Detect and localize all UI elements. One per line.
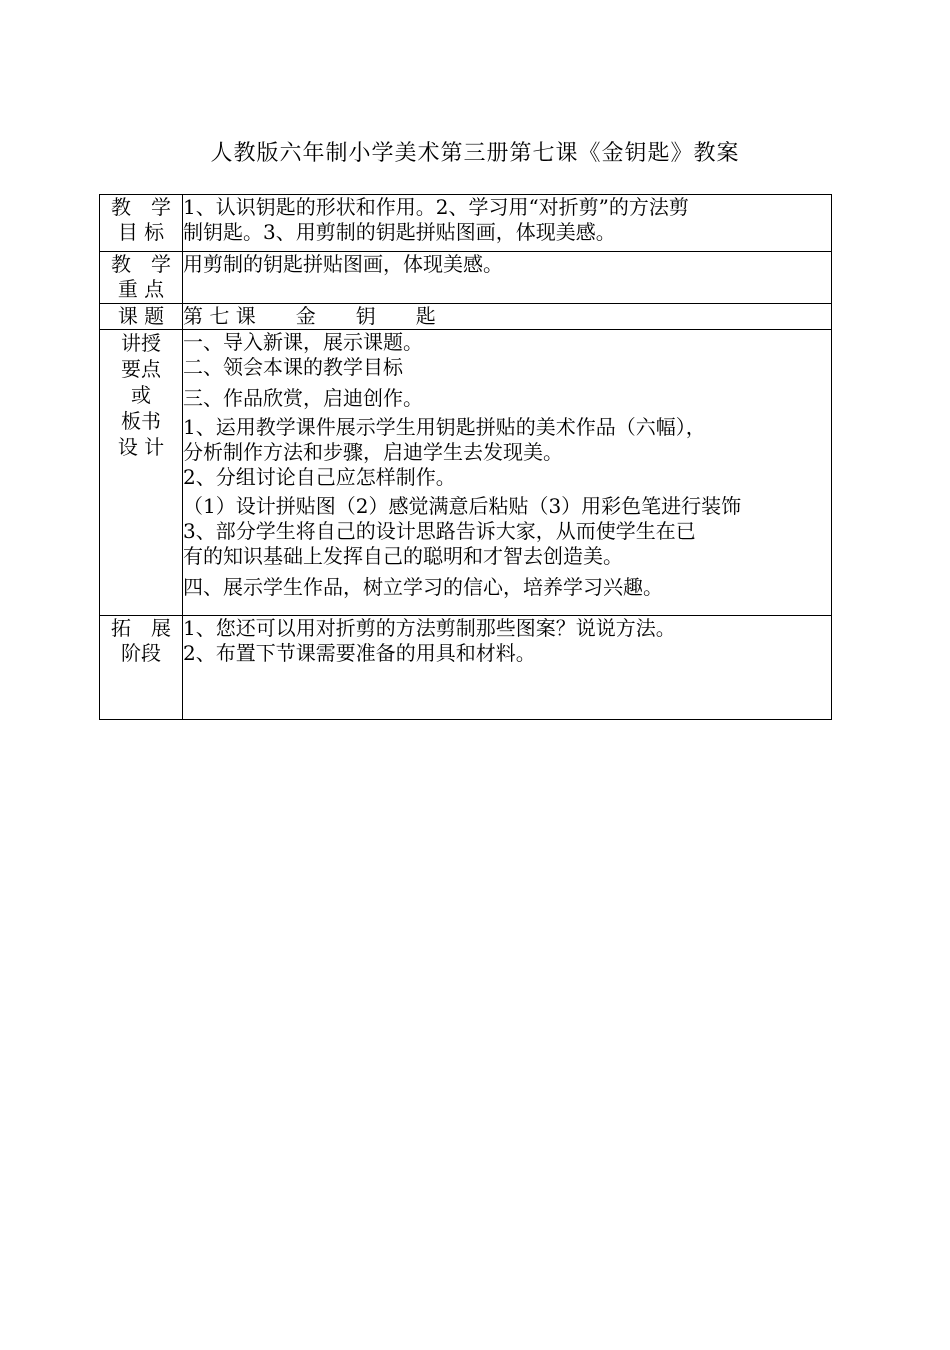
text-line: 二、领会本课的教学目标 xyxy=(183,355,403,379)
label-teaching-goals xyxy=(100,195,183,252)
label-line: 拓 展 xyxy=(111,616,171,640)
label-line: 目 标 xyxy=(117,220,165,244)
text-line: 一、导入新课，展示课题。 xyxy=(183,330,423,354)
label-line: 教 学 xyxy=(111,252,171,276)
label-teaching-design xyxy=(100,330,183,616)
text-line: 3、部分学生将自己的设计思路告诉大家，从而使学生在已 xyxy=(183,519,696,543)
text-line: 制钥匙。3、用剪制的钥匙拼贴图画，体现美感。 xyxy=(183,220,616,244)
label-extension xyxy=(100,616,183,720)
label-line: 板书 xyxy=(121,409,161,433)
text-line: 1、您还可以用对折剪的方法剪制那些图案？说说方法。 xyxy=(183,616,676,640)
table-row-extension xyxy=(100,616,832,720)
table-row-lesson-topic xyxy=(100,304,832,330)
lesson-plan-table xyxy=(99,194,832,720)
extension-content xyxy=(183,616,832,720)
text-line: （1）设计拼贴图（2）感觉满意后粘贴（3）用彩色笔进行装饰 xyxy=(183,494,742,518)
teaching-goals-content xyxy=(183,195,832,252)
table-row-teaching-design xyxy=(100,330,832,616)
text-line: 分析制作方法和步骤，启迪学生去发现美。 xyxy=(183,440,563,464)
text-line: 2、分组讨论自己应怎样制作。 xyxy=(183,465,456,489)
document-title: 人教版六年制小学美术第三册第七课《金钥匙》教案 xyxy=(210,141,740,166)
label-line: 设 计 xyxy=(117,435,165,459)
text-line: 四、展示学生作品，树立学习的信心，培养学习兴趣。 xyxy=(183,575,663,599)
label-line: 教 学 xyxy=(111,195,171,219)
label-line: 要点 xyxy=(121,357,161,381)
teaching-focus-content xyxy=(183,252,832,304)
text-line: 三、作品欣赏，启迪创作。 xyxy=(183,386,423,410)
table-row-teaching-goals xyxy=(100,195,832,252)
label-lesson-topic: 课 题 xyxy=(100,304,183,330)
label-line: 或 xyxy=(131,383,151,407)
lesson-topic-content: 第 七 课 金 钥 匙 xyxy=(183,304,832,330)
label-line: 讲授 xyxy=(121,331,161,355)
table-row-teaching-focus xyxy=(100,252,832,304)
teaching-design-content xyxy=(183,330,832,616)
text-line: 用剪制的钥匙拼贴图画，体现美感。 xyxy=(183,252,503,276)
text-line: 1、认识钥匙的形状和作用。2、学习用“对折剪”的方法剪 xyxy=(183,195,689,219)
text-line: 1、运用教学课件展示学生用钥匙拼贴的美术作品（六幅）， xyxy=(183,415,706,439)
label-teaching-focus xyxy=(100,252,183,304)
label-line: 重 点 xyxy=(117,277,165,301)
text-line: 2、布置下节课需要准备的用具和材料。 xyxy=(183,641,536,665)
text-line: 有的知识基础上发挥自己的聪明和才智去创造美。 xyxy=(183,544,623,568)
label-line: 阶段 xyxy=(121,641,161,665)
